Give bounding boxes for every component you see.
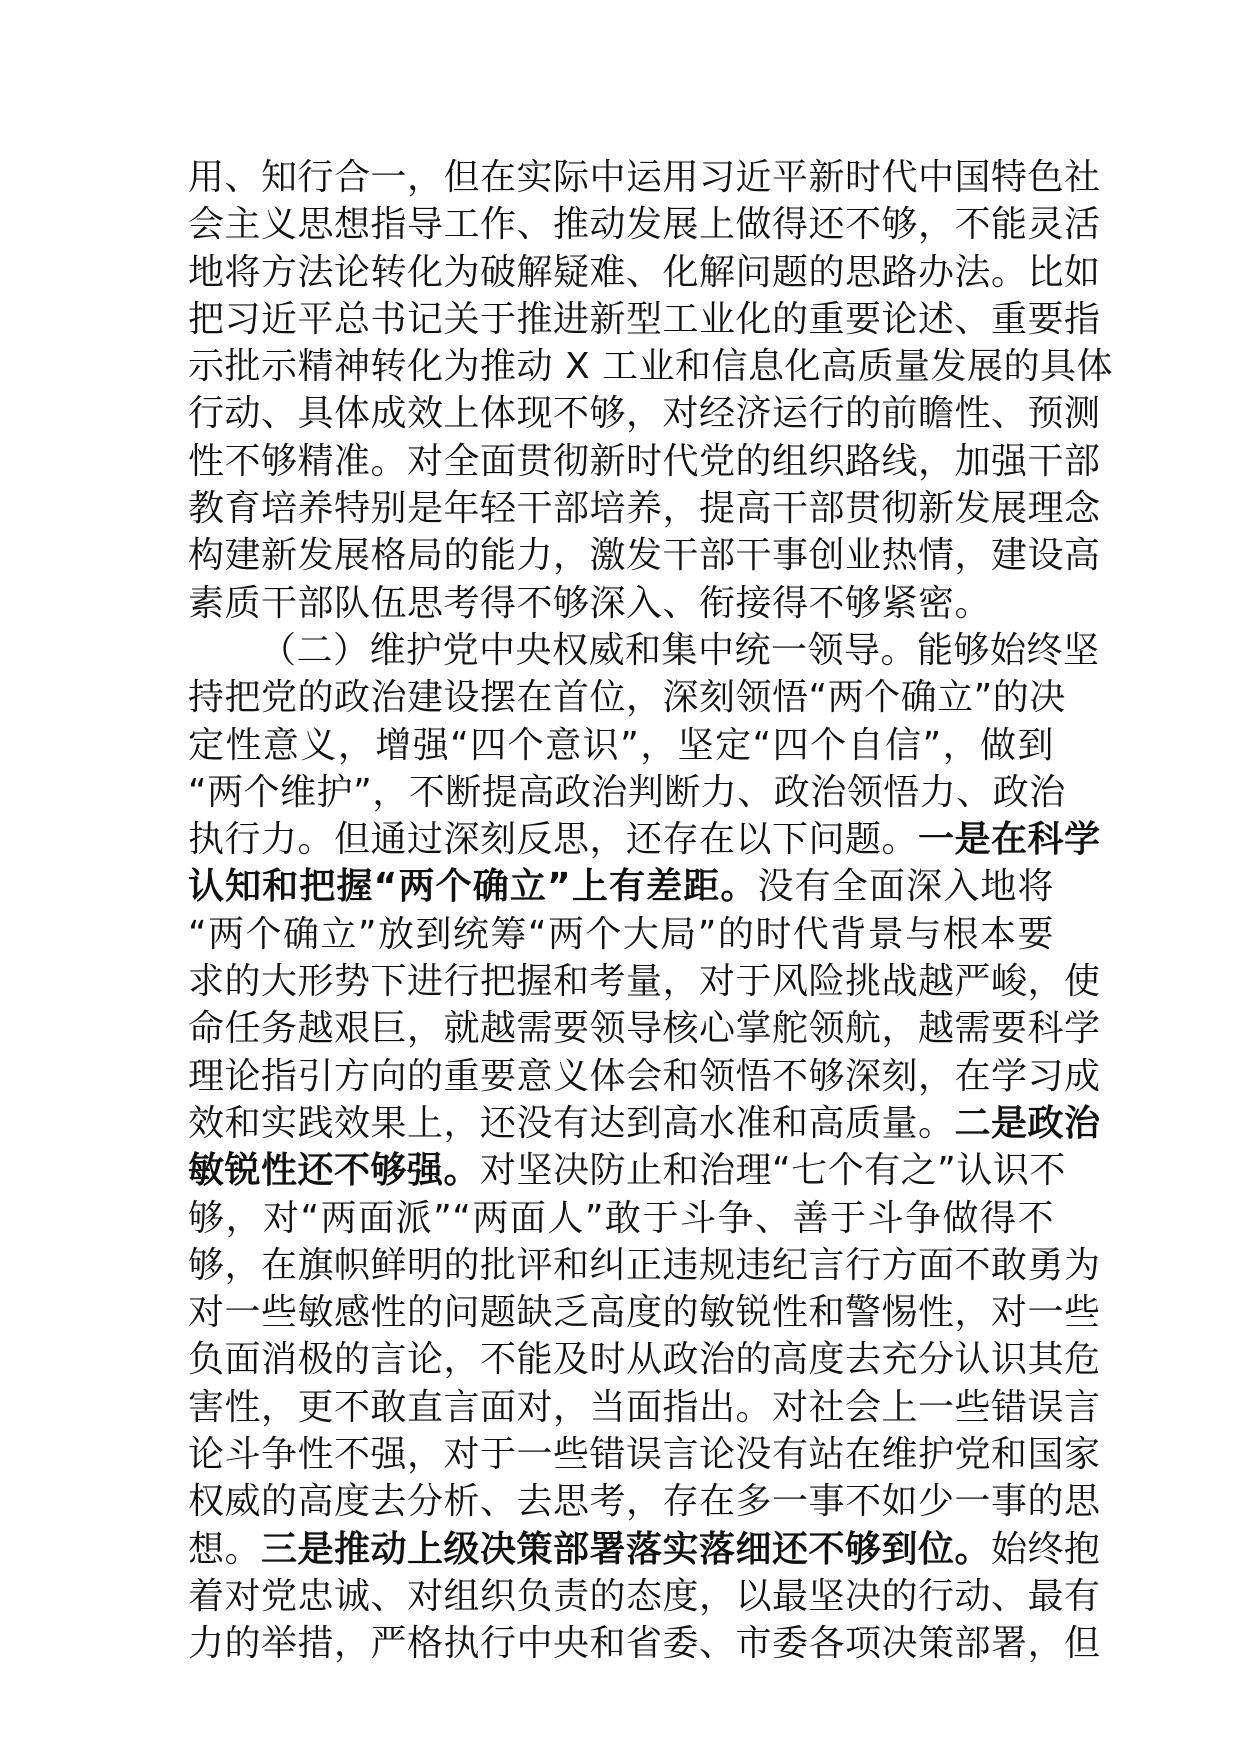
- text-line: [188, 1147, 1066, 1194]
- text-line: [188, 769, 1066, 816]
- text-line: [188, 485, 1101, 532]
- text-line: [188, 1384, 1101, 1431]
- bold-text-segment: 敏锐性还不够强。: [188, 1150, 481, 1192]
- text-segment: 负面消极的言论，不能及时从政治的高度去充分认识其危: [188, 1339, 1101, 1381]
- bold-text-segment: 三是推动上级决策部署落实落细还不够到位。: [261, 1528, 992, 1570]
- text-segment: （二）维护党中央权威和集中统一领导。能够始终坚: [260, 629, 1100, 671]
- text-line: [188, 296, 1101, 343]
- bold-text-segment: 一是在科学: [918, 819, 1101, 861]
- text-segment: “两个维护”，不断提高政治判断力、政治领悟力、政治: [188, 771, 1066, 813]
- text-line: [188, 1195, 1054, 1242]
- text-line: [188, 532, 1101, 579]
- text-segment: 没有全面深入地将: [757, 866, 1054, 908]
- text-segment: 权威的高度去分析、去思考，存在多一事不如少一事的思: [188, 1481, 1101, 1523]
- text-segment: 着对党忠诚、对组织负责的态度，以最坚决的行动、最有: [188, 1575, 1101, 1617]
- text-line: [188, 580, 1054, 627]
- text-line: [188, 816, 1101, 863]
- text-line: [188, 1005, 1101, 1052]
- text-segment: 把习近平总书记关于推进新型工业化的重要论述、重要指: [188, 298, 1101, 340]
- text-line: [188, 438, 1101, 485]
- text-segment: 对坚决防止和治理“七个有之”认识不: [480, 1150, 1066, 1192]
- text-line: [188, 1242, 1101, 1289]
- text-segment: 示批示精神转化为推动 X 工业和信息化高质量发展的具体: [188, 346, 1114, 388]
- text-segment: 命任务越艰巨，就越需要领导核心掌舵领航，越需要科学: [188, 1008, 1101, 1050]
- bold-text-segment: 认知和把握“两个确立”上有差距。: [188, 866, 758, 908]
- text-line: [188, 958, 1101, 1005]
- text-line: [188, 390, 1101, 437]
- text-line: [188, 154, 1101, 201]
- text-line: [188, 911, 1054, 958]
- text-segment: 始终抱: [991, 1528, 1101, 1570]
- text-segment: 害性，更不敢直言面对，当面指出。对社会上一些错误言: [188, 1386, 1101, 1428]
- text-line: [188, 1289, 1101, 1336]
- text-segment: 求的大形势下进行把握和考量，对于风险挑战越严峻，使: [188, 961, 1101, 1003]
- text-line: [188, 1431, 1101, 1478]
- text-segment: 行动、具体成效上体现不够，对经济运行的前瞻性、预测: [188, 393, 1101, 435]
- text-line: [188, 1478, 1101, 1525]
- text-line: [188, 1053, 1101, 1100]
- text-segment: 教育培养特别是年轻干部培养，提高干部贯彻新发展理念: [188, 488, 1101, 530]
- text-line: [188, 1573, 1101, 1620]
- text-line: [188, 201, 1101, 248]
- text-segment: 会主义思想指导工作、推动发展上做得还不够，不能灵活: [188, 204, 1101, 246]
- text-segment: 想。: [188, 1528, 262, 1570]
- text-segment: 论斗争性不强，对于一些错误言论没有站在维护党和国家: [188, 1434, 1101, 1476]
- text-line: [188, 1100, 1101, 1147]
- body-text: [188, 154, 1114, 1668]
- text-segment: 素质干部队伍思考得不够深入、衔接得不够紧密。: [188, 582, 992, 624]
- text-segment: 持把党的政治建设摆在首位，深刻领悟“两个确立”的决: [188, 677, 1066, 719]
- text-segment: 够，对“两面派”“两面人”敢于斗争、善于斗争做得不: [188, 1197, 1054, 1239]
- text-segment: 效和实践效果上，还没有达到高水准和高质量。: [188, 1102, 955, 1144]
- text-segment: 力的举措，严格执行中央和省委、市委各项决策部署，但: [188, 1623, 1101, 1665]
- text-segment: 够，在旗帜鲜明的批评和纠正违规违纪言行方面不敢勇为: [188, 1244, 1101, 1286]
- text-segment: 用、知行合一，但在实际中运用习近平新时代中国特色社: [188, 157, 1101, 198]
- text-segment: “两个确立”放到统筹“两个大局”的时代背景与根本要: [188, 913, 1054, 955]
- text-line: [188, 627, 1100, 674]
- text-line: [188, 1336, 1101, 1383]
- text-line: [188, 1526, 1101, 1573]
- text-line: [188, 674, 1066, 721]
- text-line: [188, 1620, 1101, 1667]
- text-line: [188, 249, 1101, 296]
- text-line: [188, 722, 1054, 769]
- text-segment: 对一些敏感性的问题缺乏高度的敏锐性和警惕性，对一些: [188, 1292, 1101, 1334]
- text-line: [188, 863, 1054, 910]
- bold-text-segment: 二是政治: [954, 1102, 1101, 1144]
- text-segment: 理论指引方向的重要意义体会和领悟不够深刻，在学习成: [188, 1055, 1101, 1097]
- text-segment: 执行力。但通过深刻反思，还存在以下问题。: [188, 819, 919, 861]
- text-segment: 性不够精准。对全面贯彻新时代党的组织路线，加强干部: [188, 440, 1101, 482]
- text-line: [188, 343, 1114, 390]
- text-segment: 定性意义，增强“四个意识”，坚定“四个自信”，做到: [188, 724, 1054, 766]
- text-segment: 地将方法论转化为破解疑难、化解问题的思路办法。比如: [188, 251, 1101, 293]
- text-segment: 构建新发展格局的能力，激发干部干事创业热情，建设高: [188, 535, 1101, 577]
